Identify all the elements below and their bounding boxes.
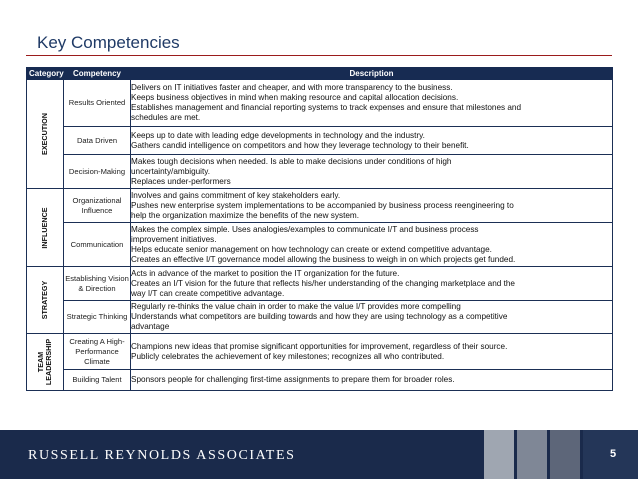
category-influence: INFLUENCE [27, 189, 64, 267]
header-competency: Competency [64, 68, 131, 80]
competency-name: Organizational Influence [64, 189, 131, 223]
table-row [27, 267, 613, 301]
competency-name: Data Driven [64, 127, 131, 155]
header-category: Category [27, 68, 64, 80]
competency-name: Establishing Vision & Direction [64, 267, 131, 301]
category-strategy: STRATEGY [27, 267, 64, 334]
page-number: 5 [610, 448, 617, 460]
table-row [27, 223, 613, 267]
decor-block [517, 430, 547, 479]
competency-description: Involves and gains commitment of key stakeholders early. Pushes new enterprise system implementations to be accompanied by business process reengineering to help the organization maximize the benefits of the new system. [131, 189, 613, 223]
competency-description: Delivers on IT initiatives faster and cheaper, and with more transparency to the business. Keeps business objectives in mind when making resource and capital allocation decisions. Establishes management and financial reporting systems to track expenses and ensure that milestones and schedules are met. [131, 80, 613, 127]
table-header-row [27, 68, 613, 80]
competency-description: Makes the complex simple. Uses analogies/examples to communicate I/T and business process improvement initiatives. Helps educate senior management on how technology can create or extend competitive advantage. Creates an effective I/T governance model allowing the business to weigh in on which projects get funded. [131, 223, 613, 267]
table-row [27, 80, 613, 127]
competency-name: Creating A High-Performance Climate [64, 334, 131, 370]
page-title: Key Competencies [37, 33, 180, 52]
competency-name: Communication [64, 223, 131, 267]
company-logo: RUSSELL REYNOLDS ASSOCIATES [28, 448, 296, 463]
table-row [27, 189, 613, 223]
competency-description: Keeps up to date with leading edge developments in technology and the industry. Gathers candid intelligence on competitors and how they leverage technology to their benefit. [131, 127, 613, 155]
table-row [27, 370, 613, 391]
competency-description: Sponsors people for challenging first-time assignments to prepare them for broader roles. [131, 370, 613, 391]
category-execution: EXECUTION [27, 80, 64, 189]
footer-bar [0, 430, 638, 479]
table-row [27, 301, 613, 334]
competency-description: Regularly re-thinks the value chain in order to make the value I/T provides more compelling Understands what competitors are building towards and how they are using technology as a competitive advantage [131, 301, 613, 334]
competency-description: Champions new ideas that promise significant opportunities for improvement, regardless of their source. Publicly celebrates the achievement of key milestones; recognizes all who contributed. [131, 334, 613, 370]
competency-name: Strategic Thinking [64, 301, 131, 334]
table-row [27, 127, 613, 155]
table-row [27, 334, 613, 370]
competency-name: Results Oriented [64, 80, 131, 127]
competency-description: Makes tough decisions when needed. Is able to make decisions under conditions of high uncertainty/ambiguity. Replaces under-performers [131, 155, 613, 189]
header-description: Description [131, 68, 613, 80]
table-row [27, 155, 613, 189]
competencies-table [26, 67, 613, 391]
competency-description: Acts in advance of the market to position the IT organization for the future. Creates an I/T vision for the future that reflects his/her understanding of the changing marketplace and the way I/T can create competitive advantage. [131, 267, 613, 301]
decor-block [484, 430, 514, 479]
competency-name: Decision-Making [64, 155, 131, 189]
category-team-leadership: TEAM LEADERSHIP [27, 334, 64, 391]
competency-name: Building Talent [64, 370, 131, 391]
title-divider [26, 55, 612, 56]
decor-block [550, 430, 580, 479]
